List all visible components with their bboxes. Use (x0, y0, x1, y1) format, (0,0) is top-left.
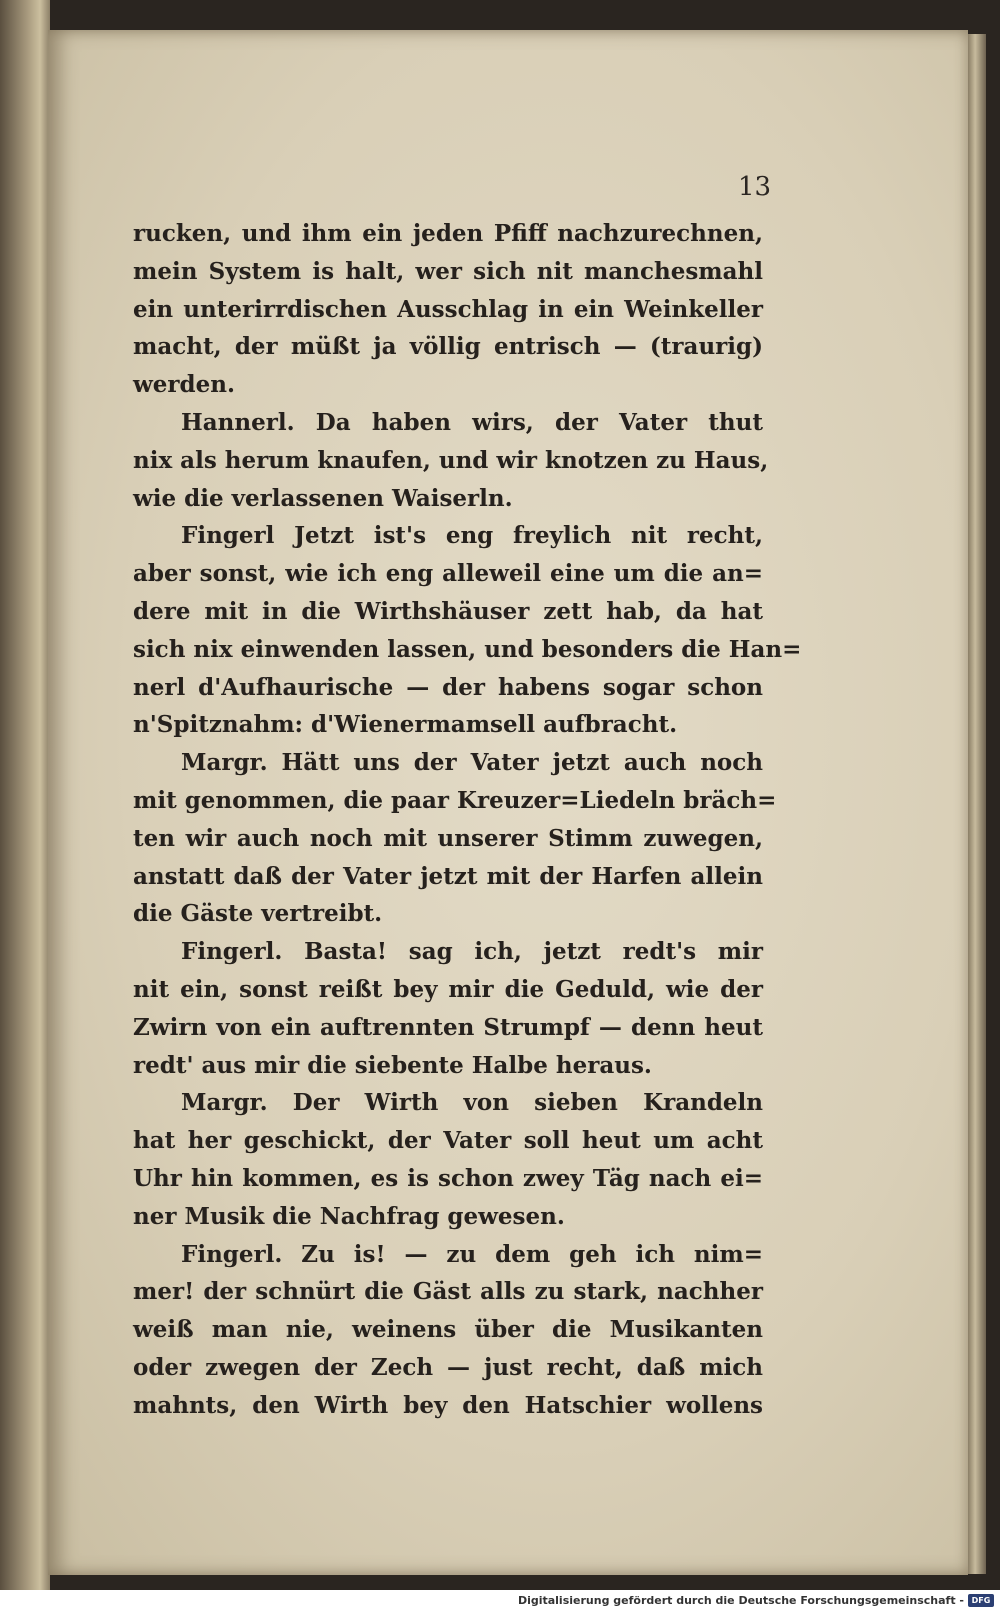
digitization-credit: Digitalisierung gefördert durch die Deutsche Forschungsgemeinschaft - (517, 1594, 964, 1607)
text-line: mein System is halt, wer sich nit manchesmahl (133, 257, 763, 285)
text-line: redt' aus mir die siebente Halbe heraus. (133, 1051, 652, 1079)
page-text (133, 215, 802, 1425)
text-line: Fingerl Jetzt ist's eng freylich nit recht, (181, 522, 763, 550)
text-line: Hannerl. Da haben wirs, der Vater thut (181, 408, 763, 436)
text-line: sich nix einwenden lassen, und besonders die Han= (133, 635, 802, 663)
text-line: nit ein, sonst reißt bey mir die Geduld, wie der (133, 975, 763, 1003)
text-line: die Gäste vertreibt. (133, 900, 383, 928)
text-line: Zwirn von ein auftrennten Strumpf — denn heut (133, 1013, 763, 1041)
text-line: ten wir auch noch mit unserer Stimm zuwegen, (133, 824, 763, 852)
text-line: nix als herum knaufen, und wir knotzen zu Haus, (133, 446, 769, 474)
text-line: hat her geschickt, der Vater soll heut um acht (133, 1127, 763, 1155)
text-line: dere mit in die Wirthshäuser zett hab, da hat (133, 597, 763, 625)
text-line: weiß man nie, weinens über die Musikanten (133, 1316, 763, 1344)
text-line: ner Musik die Nachfrag gewesen. (133, 1202, 565, 1230)
text-line: Margr. Der Wirth von sieben Krandeln (181, 1089, 763, 1117)
text-line: Fingerl. Basta! sag ich, jetzt redt's mir (181, 938, 763, 966)
text-line: wie die verlassenen Waiserln. (133, 484, 513, 512)
page-number: 13 (738, 172, 772, 202)
text-line: macht, der müßt ja völlig entrisch — (traurig) (133, 333, 763, 361)
dfg-logo: DFG (968, 1594, 994, 1607)
text-line: mit genommen, die paar Kreuzer=Liedeln bräch= (133, 786, 777, 814)
text-line: Uhr hin kommen, es is schon zwey Täg nach ei= (133, 1164, 763, 1192)
page-edge-stack (968, 34, 986, 1574)
left-page-edge (0, 0, 50, 1590)
text-line: ein unterirrdischen Ausschlag in ein Weinkeller (133, 295, 763, 323)
text-line: werden. (133, 371, 235, 399)
text-line: oder zwegen der Zech — just recht, daß mich (133, 1353, 763, 1381)
text-line: Fingerl. Zu is! — zu dem geh ich nim= (181, 1240, 763, 1268)
text-line: anstatt daß der Vater jetzt mit der Harfen allein (133, 862, 763, 890)
text-line: mer! der schnürt die Gäst alls zu stark, nachher (133, 1278, 763, 1306)
text-line: Margr. Hätt uns der Vater jetzt auch noch (181, 749, 763, 777)
text-line: mahnts, den Wirth bey den Hatschier wollens (133, 1391, 763, 1419)
text-line: nerl d'Aufhaurische — der habens sogar schon (133, 673, 763, 701)
text-line: rucken, und ihm ein jeden Pfiff nachzurechnen, (133, 220, 763, 247)
text-line: n'Spitznahm: d'Wienermamsell aufbracht. (133, 711, 678, 739)
text-line: aber sonst, wie ich eng alleweil eine um die an= (133, 560, 763, 588)
